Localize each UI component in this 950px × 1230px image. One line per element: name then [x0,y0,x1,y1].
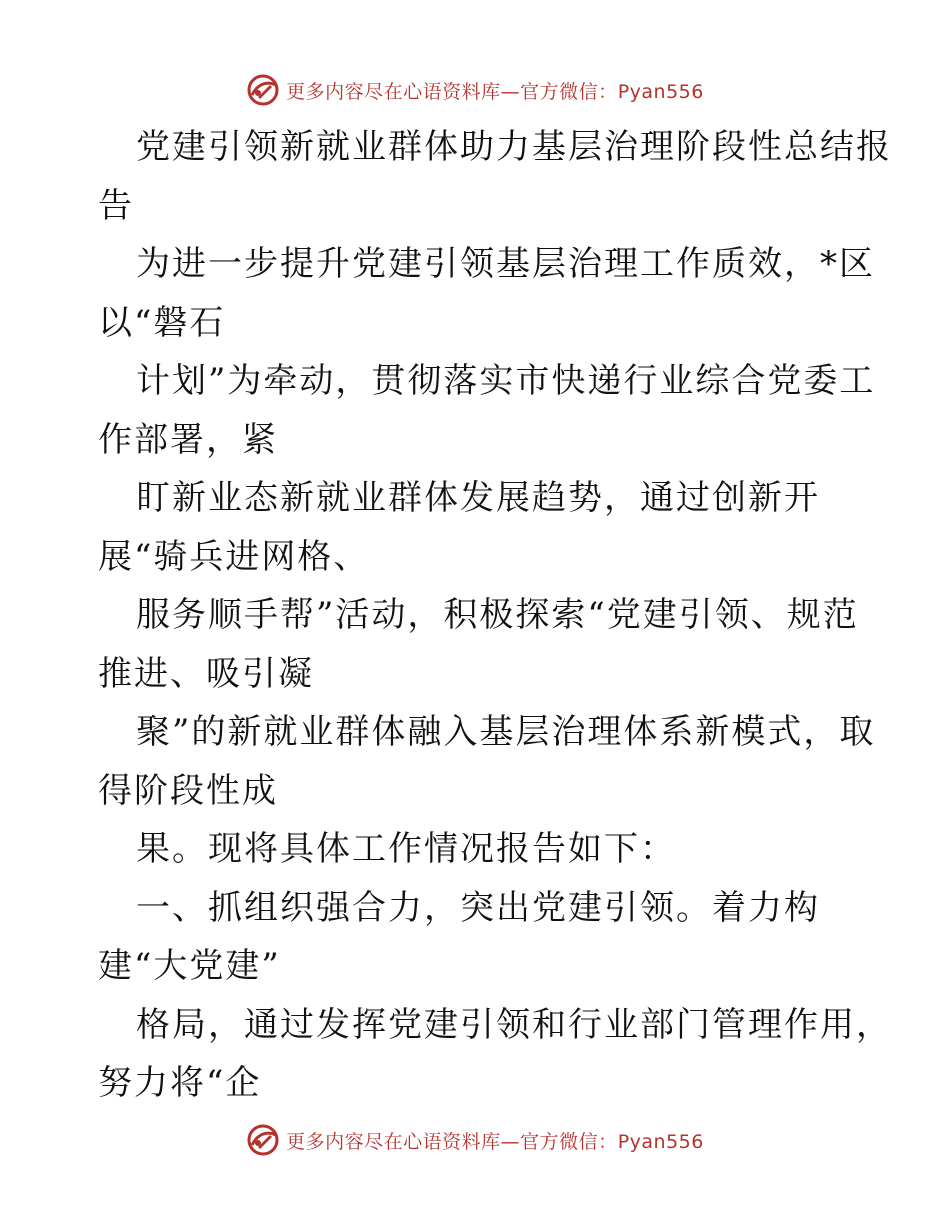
text-line: 服务顺手帮”活动，积极探索“党建引领、规范 [136,595,859,635]
text-line: 一、抓组织强合力，突出党建引领。着力构 [136,887,820,928]
watermark-dash: — [500,80,521,103]
watermark-group [246,1123,704,1157]
text-line: 告 [98,185,134,226]
document-body [98,118,892,1113]
watermark-account: Pyan556 [617,80,704,103]
watermark-account: Pyan556 [617,1130,704,1153]
text-line: 为进一步提升党建引领基层治理工作质效，*区 [136,244,875,284]
watermark-suffix: 官方微信： [520,80,618,103]
text-line: 展“骑兵进网格、 [98,536,370,577]
watermark-brand: 更多内容尽在心语资料库 [286,1130,501,1153]
text-line: 作部署，紧 [98,419,278,460]
text-line: 建“大党建” [98,946,281,986]
watermark-brand: 更多内容尽在心语资料库 [286,80,501,103]
watermark-text [286,1127,704,1154]
text-line: 果。现将具体工作情况报告如下： [136,829,676,869]
text-line: 以“磐石 [98,302,226,343]
text-line: 党建引领新就业群体助力基层治理阶段性总结报 [136,127,892,167]
text-line: 努力将“企 [98,1063,262,1103]
watermark-group [246,73,704,107]
text-line: 格局，通过发挥党建引领和行业部门管理作用， [136,1004,892,1045]
footer-watermark [0,1120,950,1160]
text-line: 计划”为牵动，贯彻落实市快递行业综合党委工 [136,361,876,401]
text-line: 得阶段性成 [98,770,278,811]
text-line: 聚”的新就业群体融入基层治理体系新模式，取 [136,712,876,752]
watermark-suffix: 官方微信： [520,1130,618,1153]
seal-logo-icon [246,73,280,107]
watermark-text [286,77,704,104]
text-line: 推进、吸引凝 [98,653,314,694]
seal-logo-icon [246,1123,280,1157]
text-line: 盯新业态新就业群体发展趋势，通过创新开 [136,478,820,518]
watermark-dash: — [500,1130,521,1153]
header-watermark [0,70,950,110]
